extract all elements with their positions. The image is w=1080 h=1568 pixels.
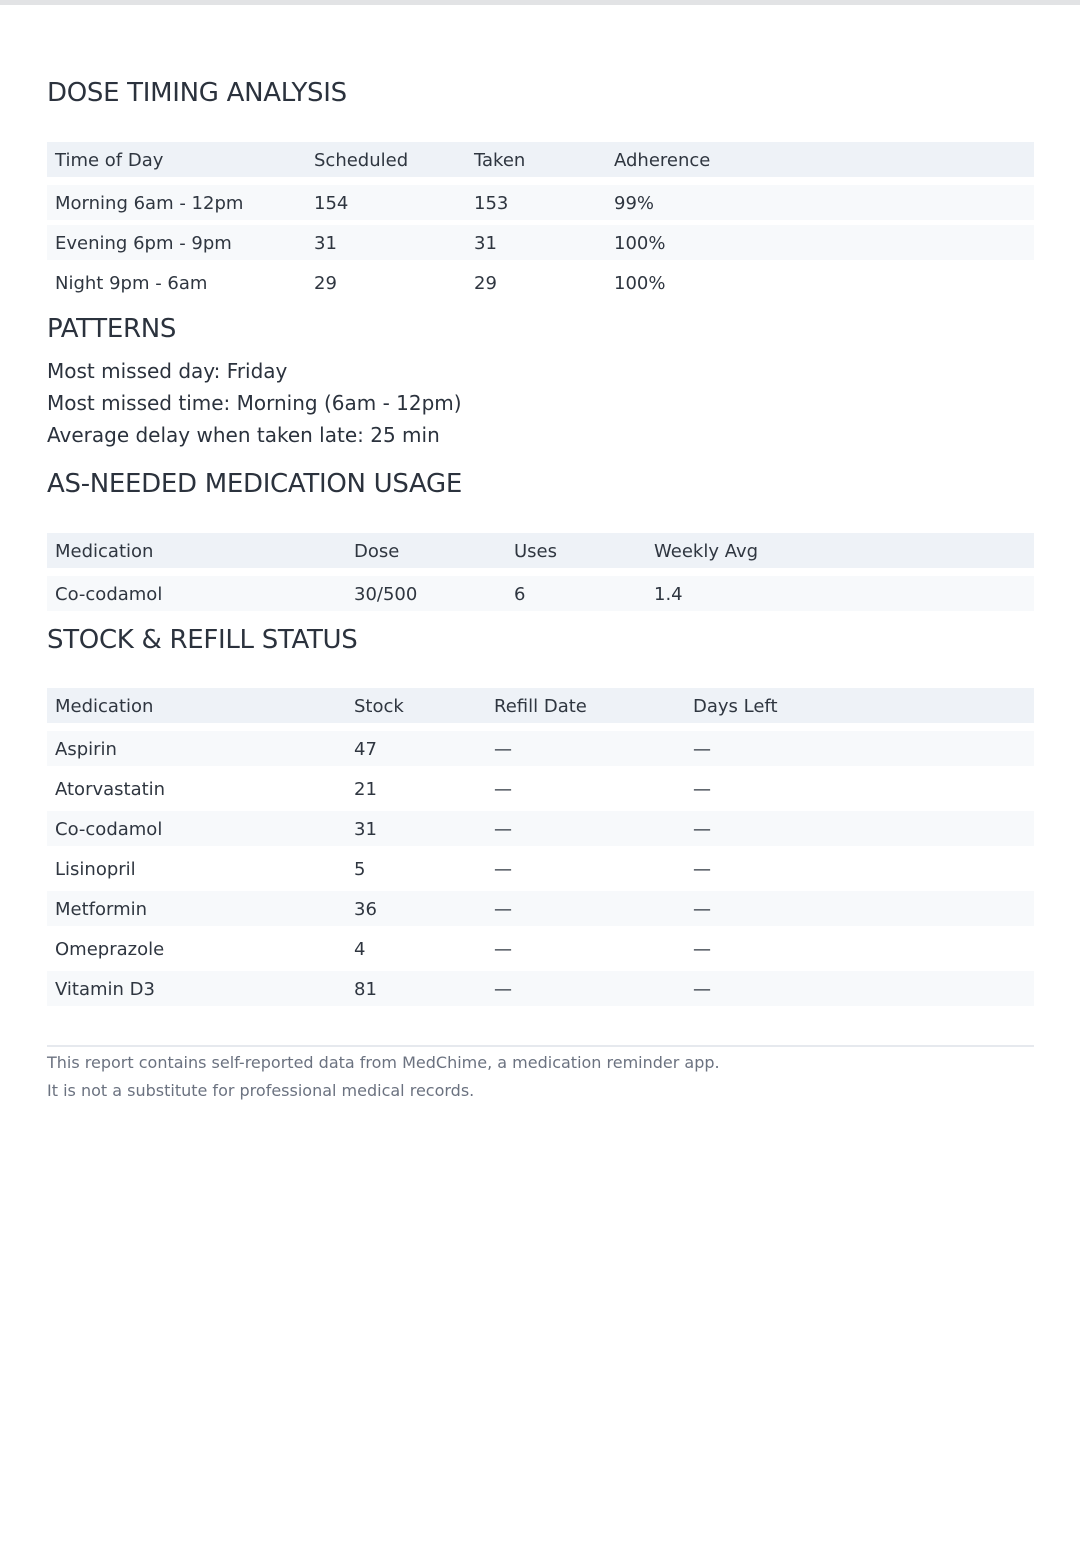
cell-days-left: — bbox=[693, 739, 711, 760]
cell-medication: Atorvastatin bbox=[55, 779, 166, 800]
cell-refill-date: — bbox=[494, 819, 512, 840]
table-row bbox=[47, 265, 1034, 300]
cell-medication: Aspirin bbox=[55, 739, 117, 760]
cell-days-left: — bbox=[693, 779, 711, 800]
footer-disclaimer-line-2: It is not a substitute for professional medical records. bbox=[47, 1081, 475, 1100]
cell-days-left: — bbox=[693, 899, 711, 920]
cell-medication: Co-codamol bbox=[55, 584, 163, 605]
cell-stock: 21 bbox=[354, 779, 377, 800]
column-header: Stock bbox=[354, 696, 404, 717]
cell-uses: 6 bbox=[514, 584, 526, 605]
cell-taken: 29 bbox=[474, 273, 497, 294]
cell-refill-date: — bbox=[494, 899, 512, 920]
top-scroll-bar bbox=[0, 0, 1080, 5]
cell-medication: Omeprazole bbox=[55, 939, 165, 960]
cell-scheduled: 31 bbox=[314, 233, 337, 254]
cell-refill-date: — bbox=[494, 739, 512, 760]
column-header: Uses bbox=[514, 541, 558, 562]
pattern-most-missed-time: Most missed time: Morning (6am - 12pm) bbox=[47, 391, 462, 415]
cell-medication: Co-codamol bbox=[55, 819, 163, 840]
cell-taken: 153 bbox=[474, 193, 509, 214]
table-row bbox=[47, 225, 1034, 260]
cell-days-left: — bbox=[693, 979, 711, 1000]
cell-medication: Vitamin D3 bbox=[55, 979, 155, 1000]
section-title-patterns: PATTERNS bbox=[47, 314, 177, 344]
cell-stock: 31 bbox=[354, 819, 377, 840]
column-header: Scheduled bbox=[314, 150, 409, 171]
section-title-dose-timing: DOSE TIMING ANALYSIS bbox=[47, 78, 347, 108]
cell-stock: 4 bbox=[354, 939, 366, 960]
cell-refill-date: — bbox=[494, 979, 512, 1000]
cell-days-left: — bbox=[693, 859, 711, 880]
cell-days-left: — bbox=[693, 819, 711, 840]
column-header: Days Left bbox=[693, 696, 778, 717]
cell-scheduled: 154 bbox=[314, 193, 349, 214]
cell-dose: 30/500 bbox=[354, 584, 418, 605]
cell-adherence: 100% bbox=[614, 233, 666, 254]
column-header: Medication bbox=[55, 541, 154, 562]
column-header: Medication bbox=[55, 696, 154, 717]
table-row bbox=[47, 771, 1034, 806]
column-header: Adherence bbox=[614, 150, 711, 171]
cell-adherence: 100% bbox=[614, 273, 666, 294]
column-header: Refill Date bbox=[494, 696, 587, 717]
table-row bbox=[47, 731, 1034, 766]
cell-time-of-day: Evening 6pm - 9pm bbox=[55, 233, 232, 254]
cell-weekly-avg: 1.4 bbox=[654, 584, 683, 605]
cell-days-left: — bbox=[693, 939, 711, 960]
table-row bbox=[47, 576, 1034, 611]
cell-stock: 36 bbox=[354, 899, 377, 920]
section-title-stock: STOCK & REFILL STATUS bbox=[47, 625, 358, 655]
cell-adherence: 99% bbox=[614, 193, 655, 214]
cell-medication: Metformin bbox=[55, 899, 148, 920]
cell-taken: 31 bbox=[474, 233, 497, 254]
section-title-as-needed: AS-NEEDED MEDICATION USAGE bbox=[47, 469, 463, 499]
table-row bbox=[47, 931, 1034, 966]
table-row bbox=[47, 851, 1034, 886]
footer-disclaimer-line-1: This report contains self-reported data from MedChime, a medication reminder app. bbox=[47, 1053, 720, 1072]
cell-time-of-day: Night 9pm - 6am bbox=[55, 273, 208, 294]
table-header-row bbox=[47, 533, 1034, 568]
cell-refill-date: — bbox=[494, 859, 512, 880]
column-header: Dose bbox=[354, 541, 400, 562]
table-row bbox=[47, 891, 1034, 926]
pattern-average-delay: Average delay when taken late: 25 min bbox=[47, 423, 440, 447]
footer-divider bbox=[47, 1045, 1034, 1047]
cell-time-of-day: Morning 6am - 12pm bbox=[55, 193, 244, 214]
table-header-row bbox=[47, 688, 1034, 723]
cell-stock: 5 bbox=[354, 859, 366, 880]
cell-stock: 47 bbox=[354, 739, 377, 760]
table-row bbox=[47, 185, 1034, 220]
column-header: Weekly Avg bbox=[654, 541, 759, 562]
table-row bbox=[47, 811, 1034, 846]
cell-medication: Lisinopril bbox=[55, 859, 136, 880]
cell-refill-date: — bbox=[494, 779, 512, 800]
table-header-row bbox=[47, 142, 1034, 177]
column-header: Time of Day bbox=[55, 150, 164, 171]
pattern-most-missed-day: Most missed day: Friday bbox=[47, 359, 288, 383]
cell-stock: 81 bbox=[354, 979, 377, 1000]
table-row bbox=[47, 971, 1034, 1006]
cell-scheduled: 29 bbox=[314, 273, 337, 294]
column-header: Taken bbox=[474, 150, 526, 171]
cell-refill-date: — bbox=[494, 939, 512, 960]
